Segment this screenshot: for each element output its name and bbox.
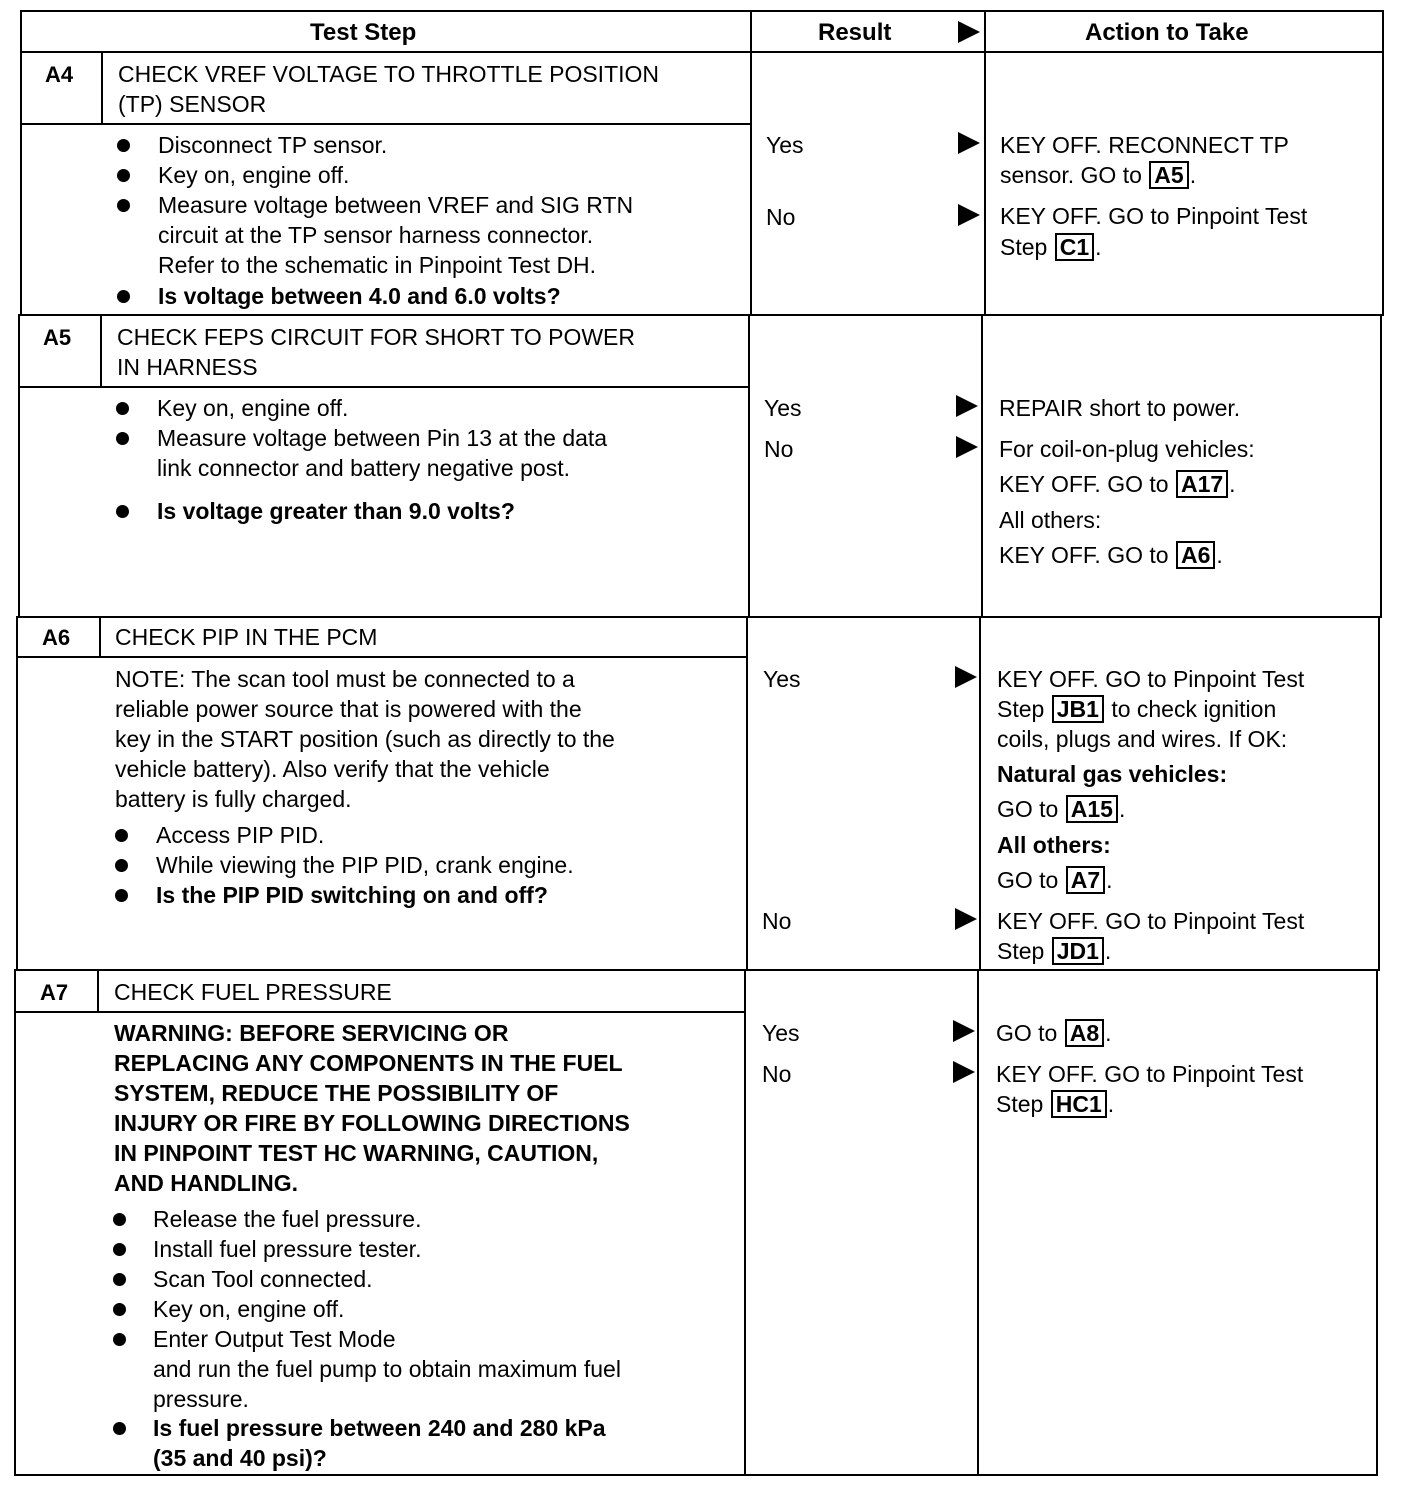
a7-warning-line-3: SYSTEM, REDUCE THE POSSIBILITY OF — [114, 1080, 559, 1106]
a4-title-line-2: (TP) SENSOR — [118, 91, 267, 117]
a6-yes-action-line-2: Step JB1 to check ignition — [997, 696, 1277, 722]
a4-step-3-line-3: Refer to the schematic in Pinpoint Test DH. — [158, 252, 597, 278]
a4-step-2: Key on, engine off. — [158, 162, 350, 188]
arrow-right-icon — [953, 1020, 975, 1042]
bullet-icon — [113, 1243, 126, 1256]
a6-note-line-3: key in the START position (such as directly to the — [115, 726, 615, 752]
row-divider-a6-a7 — [16, 969, 1380, 971]
a4-step-id: A4 — [45, 62, 74, 87]
a7-step-id: A7 — [40, 980, 69, 1005]
right-border-1 — [1382, 10, 1384, 315]
step-ref-a6[interactable]: A6 — [1176, 541, 1215, 569]
header-test-step: Test Step — [310, 19, 417, 46]
a7-result-yes: Yes — [762, 1020, 800, 1046]
a6-no-action-line-1: KEY OFF. GO to Pinpoint Test — [997, 908, 1305, 934]
a7-step-5-line-1: Enter Output Test Mode — [153, 1326, 396, 1352]
action-col-border-1 — [984, 10, 986, 315]
bullet-icon — [115, 889, 128, 902]
a4-id-divider — [101, 51, 103, 125]
a6-natural-gas-label: Natural gas vehicles: — [997, 761, 1228, 787]
row-divider-a4-a5 — [20, 314, 1384, 316]
action-col-border-2 — [981, 314, 983, 618]
a6-all-others-action: GO to A7 . — [997, 867, 1113, 893]
header-result: Result — [818, 19, 892, 46]
result-col-border-2 — [748, 314, 750, 618]
right-border-4 — [1376, 969, 1378, 1476]
a4-result-no: No — [766, 204, 796, 230]
a4-step-1: Disconnect TP sensor. — [158, 132, 388, 158]
bullet-icon — [115, 829, 128, 842]
step-ref-a15[interactable]: A15 — [1066, 795, 1118, 823]
table-bottom-border — [14, 1474, 1378, 1476]
step-ref-jb1[interactable]: JB1 — [1052, 695, 1104, 723]
step-ref-jd1[interactable]: JD1 — [1052, 937, 1104, 965]
action-col-border-4 — [977, 969, 979, 1476]
a4-step-3-line-2: circuit at the TP sensor harness connector. — [158, 222, 594, 248]
a6-title: CHECK PIP IN THE PCM — [115, 624, 378, 650]
arrow-right-icon — [956, 436, 978, 458]
a5-step-2-line-2: link connector and battery negative post. — [157, 455, 570, 481]
a6-question: Is the PIP PID switching on and off? — [156, 882, 548, 908]
a7-no-action-line-2: Step HC1 . — [996, 1091, 1115, 1117]
a6-step-1: Access PIP PID. — [156, 822, 325, 848]
bullet-icon — [113, 1422, 126, 1435]
a5-no-coil-label: For coil-on-plug vehicles: — [999, 436, 1255, 462]
arrow-right-icon — [953, 1061, 975, 1083]
a6-id-divider — [99, 616, 101, 658]
a6-note-line-1: NOTE: The scan tool must be connected to a — [115, 666, 575, 692]
a7-result-no: No — [762, 1061, 792, 1087]
a5-no-others-label: All others: — [999, 507, 1102, 533]
a7-question-line-1: Is fuel pressure between 240 and 280 kPa — [153, 1415, 606, 1441]
a6-step-2: While viewing the PIP PID, crank engine. — [156, 852, 574, 878]
a5-yes-action: REPAIR short to power. — [999, 395, 1241, 421]
right-border-3 — [1378, 616, 1380, 971]
a6-result-no: No — [762, 908, 792, 934]
a6-yes-action-line-3: coils, plugs and wires. If OK: — [997, 726, 1288, 752]
a5-title-underline — [18, 386, 750, 388]
a5-no-others-action: KEY OFF. GO to A6 . — [999, 542, 1223, 568]
a4-question: Is voltage between 4.0 and 6.0 volts? — [158, 283, 561, 309]
left-border-1 — [20, 10, 22, 315]
a5-id-divider — [100, 314, 102, 388]
step-ref-hc1[interactable]: HC1 — [1051, 1090, 1107, 1118]
a6-title-underline — [16, 656, 748, 658]
result-col-border-1 — [750, 10, 752, 315]
arrow-right-icon — [956, 395, 978, 417]
a6-no-action-line-2: Step JD1 . — [997, 938, 1112, 964]
a6-all-others-label: All others: — [997, 832, 1111, 858]
a4-no-action-line-1: KEY OFF. GO to Pinpoint Test — [1000, 203, 1308, 229]
a7-warning-line-6: AND HANDLING. — [114, 1170, 298, 1196]
a4-yes-action-line-1: KEY OFF. RECONNECT TP — [1000, 132, 1289, 158]
header-bottom-border — [20, 51, 1384, 53]
step-ref-c1[interactable]: C1 — [1055, 233, 1094, 261]
a5-result-no: No — [764, 436, 794, 462]
arrow-right-icon — [955, 666, 977, 688]
bullet-icon — [116, 432, 129, 445]
a5-question: Is voltage greater than 9.0 volts? — [157, 498, 515, 524]
a6-note-line-4: vehicle battery). Also verify that the vehicle — [115, 756, 550, 782]
a4-step-3-line-1: Measure voltage between VREF and SIG RTN — [158, 192, 634, 218]
a7-question-line-2: (35 and 40 psi)? — [153, 1445, 327, 1471]
left-border-2 — [18, 314, 20, 618]
a7-step-5-line-2: and run the fuel pump to obtain maximum fuel — [153, 1356, 621, 1382]
bullet-icon — [115, 859, 128, 872]
a5-step-id: A5 — [43, 325, 72, 350]
a6-natural-gas-action: GO to A15 . — [997, 796, 1126, 822]
action-col-border-3 — [979, 616, 981, 971]
a6-yes-action-line-1: KEY OFF. GO to Pinpoint Test — [997, 666, 1305, 692]
a4-title-line-1: CHECK VREF VOLTAGE TO THROTTLE POSITION — [118, 61, 660, 87]
a5-result-yes: Yes — [764, 395, 802, 421]
row-divider-a5-a6 — [18, 616, 1382, 618]
a6-step-id: A6 — [42, 625, 71, 650]
step-ref-a5[interactable]: A5 — [1149, 161, 1188, 189]
a7-step-5-line-3: pressure. — [153, 1386, 249, 1412]
bullet-icon — [113, 1303, 126, 1316]
result-col-border-4 — [744, 969, 746, 1476]
a7-warning-line-1: WARNING: BEFORE SERVICING OR — [114, 1020, 509, 1046]
a5-no-coil-action: KEY OFF. GO to A17 . — [999, 471, 1236, 497]
a6-note-line-2: reliable power source that is powered with the — [115, 696, 582, 722]
bullet-icon — [113, 1333, 126, 1346]
a7-warning-line-4: INJURY OR FIRE BY FOLLOWING DIRECTIONS — [114, 1110, 630, 1136]
bullet-icon — [116, 505, 129, 518]
a4-no-action-line-2: Step C1 . — [1000, 234, 1102, 260]
a4-yes-action-line-2: sensor. GO to A5 . — [1000, 162, 1197, 188]
a7-no-action-line-1: KEY OFF. GO to Pinpoint Test — [996, 1061, 1304, 1087]
bullet-icon — [117, 169, 130, 182]
arrow-right-icon — [955, 908, 977, 930]
a7-step-2: Install fuel pressure tester. — [153, 1236, 422, 1262]
result-col-border-3 — [746, 616, 748, 971]
a5-step-2-line-1: Measure voltage between Pin 13 at the data — [157, 425, 608, 451]
bullet-icon — [116, 402, 129, 415]
a5-title-line-1: CHECK FEPS CIRCUIT FOR SHORT TO POWER — [117, 324, 635, 350]
a5-title-line-2: IN HARNESS — [117, 354, 258, 380]
a7-id-divider — [97, 969, 99, 1013]
right-border-2 — [1380, 314, 1382, 618]
a7-yes-action: GO to A8 . — [996, 1020, 1112, 1046]
a7-step-3: Scan Tool connected. — [153, 1266, 373, 1292]
a4-result-yes: Yes — [766, 132, 804, 158]
bullet-icon — [117, 199, 130, 212]
step-ref-a17[interactable]: A17 — [1176, 470, 1228, 498]
left-border-4 — [14, 969, 16, 1476]
step-ref-a7[interactable]: A7 — [1066, 866, 1105, 894]
a7-warning-line-5: IN PINPOINT TEST HC WARNING, CAUTION, — [114, 1140, 599, 1166]
bullet-icon — [117, 290, 130, 303]
a7-step-1: Release the fuel pressure. — [153, 1206, 422, 1232]
a7-step-4: Key on, engine off. — [153, 1296, 345, 1322]
left-border-3 — [16, 616, 18, 971]
header-arrow-icon — [958, 21, 980, 43]
a5-step-1: Key on, engine off. — [157, 395, 349, 421]
a6-result-yes: Yes — [763, 666, 801, 692]
table-top-border — [20, 10, 1384, 12]
step-ref-a8[interactable]: A8 — [1065, 1019, 1104, 1047]
a7-warning-line-2: REPLACING ANY COMPONENTS IN THE FUEL — [114, 1050, 623, 1076]
a7-title-underline — [14, 1011, 746, 1013]
bullet-icon — [113, 1273, 126, 1286]
arrow-right-icon — [958, 132, 980, 154]
a7-title: CHECK FUEL PRESSURE — [114, 979, 392, 1005]
arrow-right-icon — [958, 204, 980, 226]
header-action: Action to Take — [1085, 19, 1249, 46]
a6-note-line-5: battery is fully charged. — [115, 786, 352, 812]
bullet-icon — [113, 1213, 126, 1226]
bullet-icon — [117, 139, 130, 152]
a4-title-underline — [20, 123, 752, 125]
